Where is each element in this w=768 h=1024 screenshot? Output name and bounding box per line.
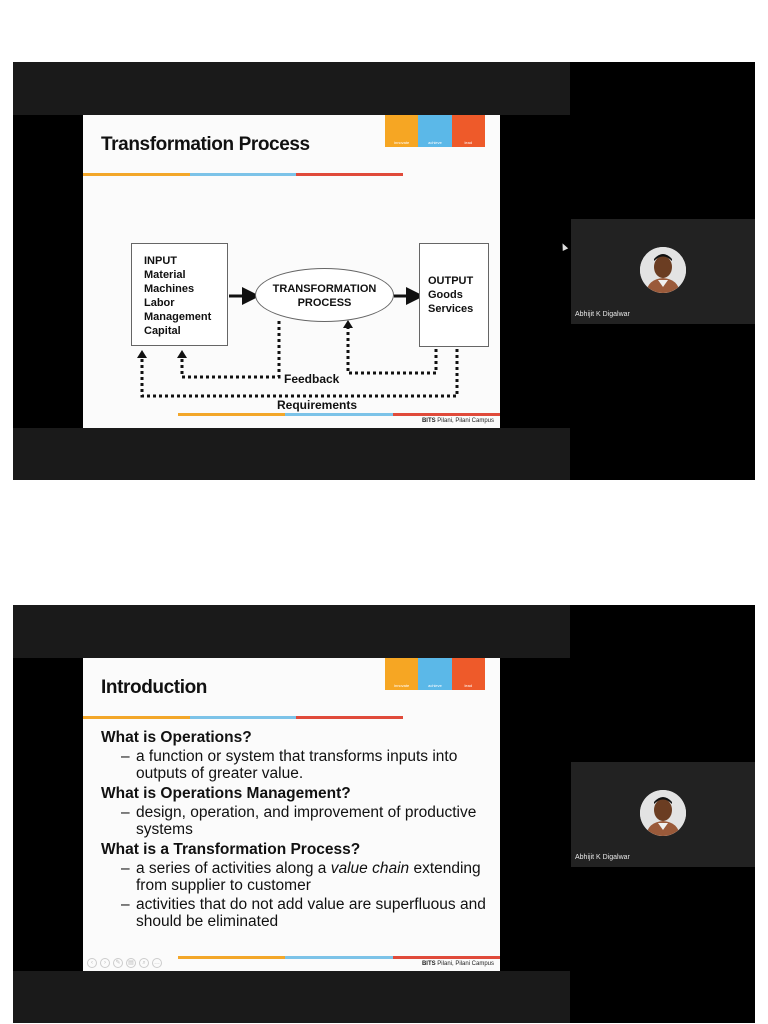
meeting-frame-2 <box>13 605 755 1023</box>
bullet-item <box>101 804 491 838</box>
video-top-bar <box>13 605 570 658</box>
slide-content <box>101 728 491 932</box>
logo-word: innovate <box>394 683 410 688</box>
question-heading: What is Operations Management? <box>101 785 351 802</box>
participant-tile[interactable] <box>571 219 755 324</box>
input-item: Machines <box>144 283 195 295</box>
logo-word: achieve <box>428 140 442 145</box>
participant-name: Abhijit K Digalwar <box>575 311 630 318</box>
feedback-label: Feedback <box>284 372 340 386</box>
logo-word: lead <box>464 683 473 688</box>
pen-icon[interactable]: ✎ <box>113 958 123 968</box>
footer-campus: Pilani, Pilani Campus <box>435 961 494 967</box>
participant-name: Abhijit K Digalwar <box>575 854 630 861</box>
slide-title: Transformation Process <box>101 134 310 155</box>
bullet-text: extending from supplier to customer <box>136 860 481 894</box>
footer-bits: BITS <box>421 418 436 424</box>
slideshow-controls <box>87 958 162 968</box>
bullet-text: a series of activities along a <box>136 860 331 877</box>
question-heading: What is a Transformation Process? <box>101 841 361 858</box>
bullet-item <box>101 860 491 894</box>
bullet-item <box>101 748 491 782</box>
process-label-line: TRANSFORMATION <box>272 283 377 295</box>
dash-icon: – <box>121 804 130 821</box>
logo-word: innovate <box>394 140 410 145</box>
participant-tile[interactable] <box>571 762 755 867</box>
footer-campus: Pilani, Pilani Campus <box>435 418 494 424</box>
dash-icon: – <box>121 860 130 877</box>
person-icon <box>640 790 686 836</box>
output-label: OUTPUT <box>428 275 474 287</box>
participant-avatar <box>640 247 686 293</box>
dash-icon: – <box>121 896 130 913</box>
feedback-arrowhead-process <box>343 320 353 328</box>
output-box <box>419 243 489 347</box>
prev-icon[interactable]: ‹ <box>87 958 97 968</box>
video-bottom-bar <box>13 428 570 480</box>
shared-slide <box>83 115 500 428</box>
input-item: Management <box>144 311 212 323</box>
more-icon[interactable]: … <box>154 960 160 966</box>
input-item: Labor <box>144 297 175 309</box>
title-underline <box>83 716 403 719</box>
bits-logo <box>385 658 485 690</box>
feedback-arrowhead-input <box>177 350 187 358</box>
participant-avatar <box>640 790 686 836</box>
requirements-label: Requirements <box>277 398 358 412</box>
bullet-text: activities that do not add value are superfluous and should be eliminated <box>136 896 486 930</box>
input-label: INPUT <box>144 255 177 267</box>
input-item: Capital <box>144 325 181 337</box>
question-heading: What is Operations? <box>101 729 252 746</box>
bottom-underline <box>178 956 500 959</box>
input-item: Material <box>144 269 186 281</box>
requirements-arrowhead <box>137 350 147 358</box>
person-icon <box>640 247 686 293</box>
logo-word: achieve <box>428 683 442 688</box>
input-box <box>131 243 228 346</box>
slide-title: Introduction <box>101 677 208 698</box>
dash-icon: – <box>121 748 130 765</box>
highlighter-icon[interactable]: ▤ <box>126 958 136 968</box>
bullet-text: a function or system that transforms inputs into outputs of greater value. <box>136 748 458 782</box>
zoom-icon[interactable]: ⌕ <box>139 958 149 968</box>
bullet-emphasis: value chain <box>330 860 410 877</box>
process-ellipse <box>255 268 394 322</box>
bottom-underline <box>178 413 500 416</box>
meeting-frame-1 <box>13 62 755 480</box>
video-bottom-bar <box>13 971 570 1023</box>
next-icon[interactable]: › <box>100 958 110 968</box>
process-label-line: PROCESS <box>297 297 352 309</box>
video-top-bar <box>13 62 570 115</box>
bullet-text: design, operation, and improvement of productive systems <box>136 804 477 838</box>
output-item: Goods <box>428 289 463 301</box>
logo-word: lead <box>464 140 473 145</box>
slide-footer <box>422 961 494 967</box>
footer-bits: BITS <box>421 961 436 967</box>
shared-slide <box>83 658 500 971</box>
slide-footer <box>422 418 494 424</box>
bullet-item <box>101 896 491 930</box>
output-item: Services <box>428 303 474 315</box>
